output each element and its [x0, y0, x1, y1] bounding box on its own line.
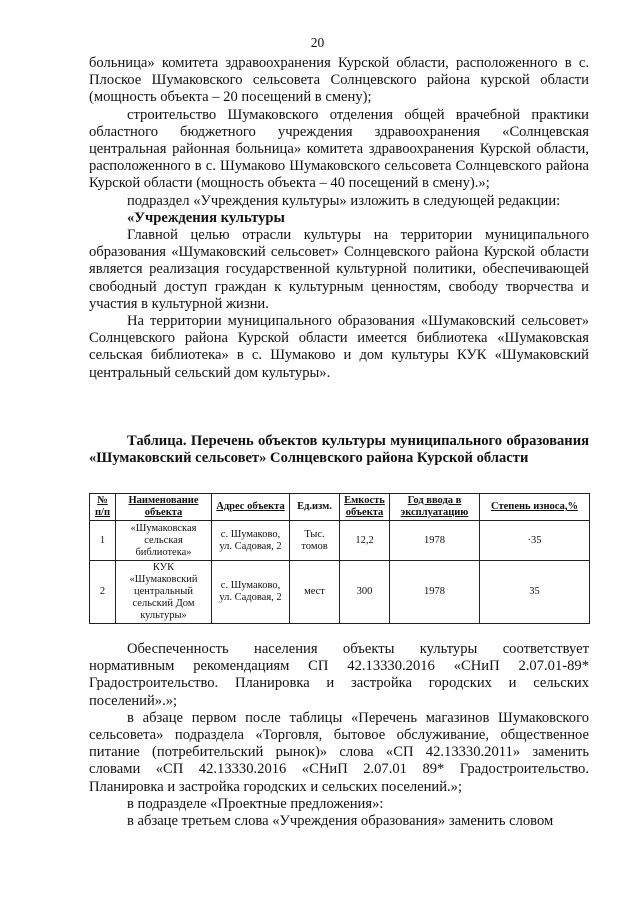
- table-cell: 1978: [390, 521, 480, 561]
- table-cell: Тыс. томов: [290, 521, 340, 561]
- header-cell: Степень износа,%: [480, 494, 590, 521]
- table-cell: с. Шумаково, ул. Садовая, 2: [212, 561, 290, 624]
- header-cell: Адрес объекта: [212, 494, 290, 521]
- paragraph: строительство Шумаковского отделения общей врачебной практики областного бюджетного учреждения здравоохранения «Солнцевская центральная районная больница» комитета здравоохранения Курской области, расположенного в с. Шумаково Шумаковского сельсовета Солнцевского района Курской области (мощность объекта – 40 посещений в смену).»;: [89, 106, 589, 192]
- table-cell: ·35: [480, 521, 590, 561]
- table-cell: с. Шумаково, ул. Садовая, 2: [212, 521, 290, 561]
- page-number: 20: [310, 35, 325, 50]
- table-cell: 12,2: [340, 521, 390, 561]
- table-cell: КУК «Шумаковский центральный сельский Дом культуры»: [116, 561, 212, 624]
- paragraph: в подразделе «Проектные предложения»:: [127, 795, 384, 812]
- table-cell: 1978: [390, 561, 480, 624]
- paragraph: На территории муниципального образования «Шумаковский сельсовет» Солнцевского района Курской области имеется библиотека «Шумаковская сельская библиотека» в с. Шумаково и дом культуры КУК «Шумаковский центральный сельский дом культуры».: [89, 313, 589, 381]
- paragraph: больница» комитета здравоохранения Курской области, расположенного в с. Плоское Шумаковского сельсовета Солнцевского района курской области (мощность объекта – 20 посещений в смену);: [89, 55, 589, 106]
- paragraph: в абзаце третьем слова «Учреждения образования» заменить словом: [127, 813, 554, 830]
- header-cell: № п/п: [90, 494, 116, 521]
- culture-objects-table: [89, 493, 590, 624]
- table-cell: 300: [340, 561, 390, 624]
- paragraph: Главной целью отрасли культуры на территории муниципального образования «Шумаковский сельсовет» Солнцевского района Курской области является реализация государственной культурной политики, обеспечивающей свободный доступ граждан к культурным ценностям, свободу творчества и участия в культурной жизни.: [89, 227, 589, 312]
- paragraph: в абзаце первом после таблицы «Перечень магазинов Шумаковского сельсовета» подраздела «Торговля, бытовое обслуживание, общественное питание (потребительский рынок)» слова «СП 42.13330.2011» заменить словами «СП 42.13330.2016 «СНиП 2.07.01 89* Градостроительство. Планировка и застройка городских и сельских поселений.»;: [89, 709, 589, 795]
- header-cell: Емкость объекта: [340, 494, 390, 521]
- table-cell: 35: [480, 561, 590, 624]
- header-cell: Год ввода в эксплуатацию: [390, 494, 480, 521]
- section-heading: «Учреждения культуры: [127, 209, 285, 226]
- table-row: [90, 521, 590, 561]
- bottom-text-block: [89, 641, 589, 830]
- table-header-row: [90, 494, 590, 521]
- table-cell: «Шумаковская сельская библиотека»: [116, 521, 212, 561]
- table-row: [90, 561, 590, 624]
- table-cell: 2: [90, 561, 116, 624]
- header-cell: Наименование объекта: [116, 494, 212, 521]
- table-cell: мест: [290, 561, 340, 624]
- top-text-block: [89, 55, 589, 382]
- table-caption: Таблица. Перечень объектов культуры муниципального образования «Шумаковский сельсовет» Солнцевского района Курской области: [89, 433, 589, 467]
- paragraph: подраздел «Учреждения культуры» изложить в следующей редакции:: [127, 192, 561, 209]
- paragraph: Обеспеченность населения объекты культуры соответствует нормативным рекомендациям СП 42.13330.2016 «СНиП 2.07.01-89* Градостроительство. Планировка и застройка городских и сельских поселений».»;: [89, 641, 589, 709]
- table-cell: 1: [90, 521, 116, 561]
- header-cell: Ед.изм.: [290, 494, 340, 521]
